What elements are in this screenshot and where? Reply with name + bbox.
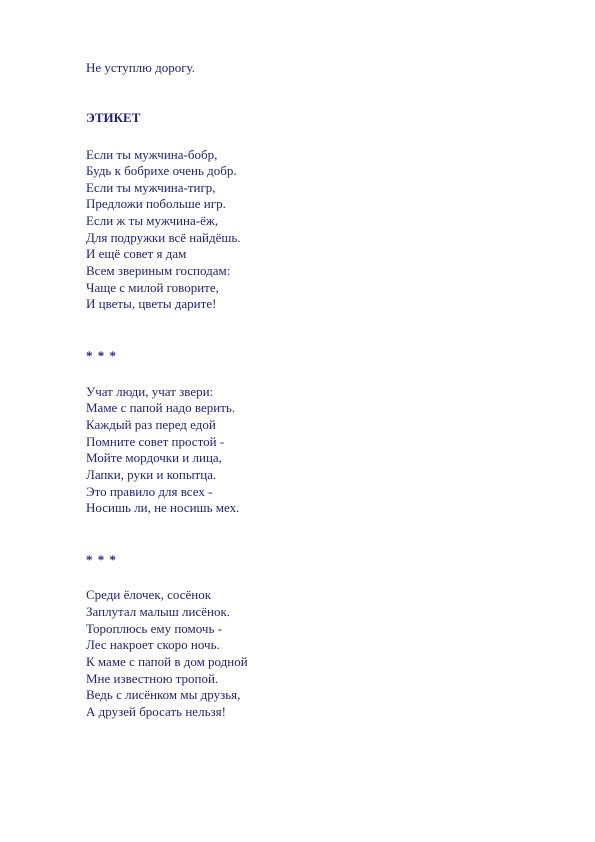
poem-line: Мойте мордочки и лица, [86,450,222,465]
poem-line: И цветы, цветы дарите! [86,296,217,311]
poem-line: Маме с папой надо верить. [86,400,236,415]
poem-line: Если ты мужчина-тигр, [86,180,216,195]
poem-line: Каждый раз перед едой [86,417,216,432]
poem-line: Учат люди, учат звери: [86,384,214,399]
poem-line: Помните совет простой - [86,434,225,449]
section-separator: * * * [86,552,117,567]
section-separator: * * * [86,348,117,363]
poem-line: Это правило для всех - [86,484,213,499]
poem-line: Носишь ли, не носишь мех. [86,500,240,515]
poem-line: Заплутал малыш лисёнок. [86,604,231,619]
poem-line: Всем звериным господам: [86,263,231,278]
poem-line: И ещё совет я дам [86,246,187,261]
poem-line: Лапки, руки и копытца. [86,467,217,482]
poem-line: Среди ёлочек, сосёнок [86,587,212,602]
poem-line: Если ты мужчина-бобр, [86,147,218,162]
poem-line: Для подружки всё найдёшь. [86,230,241,245]
poem-line: Ведь с лисёнком мы друзья, [86,687,241,702]
poem-line: Лес накроет скоро ночь. [86,637,220,652]
poem-line: Чаще с милой говорите, [86,280,219,295]
section-title-etiquette: ЭТИКЕТ [86,110,141,125]
intro-line: Не уступлю дорогу. [86,60,195,75]
poem-line: Если ж ты мужчина-ёж, [86,213,219,228]
poem-line: Мне известною тропой. [86,671,219,686]
poem-line: Тороплюсь ему помочь - [86,621,222,636]
poem-line: К маме с папой в дом родной [86,654,248,669]
poem-line: А друзей бросать нельзя! [86,704,226,719]
poem-line: Предложи побольше игр. [86,196,226,211]
poem-line: Будь к бобрихе очень добр. [86,163,237,178]
